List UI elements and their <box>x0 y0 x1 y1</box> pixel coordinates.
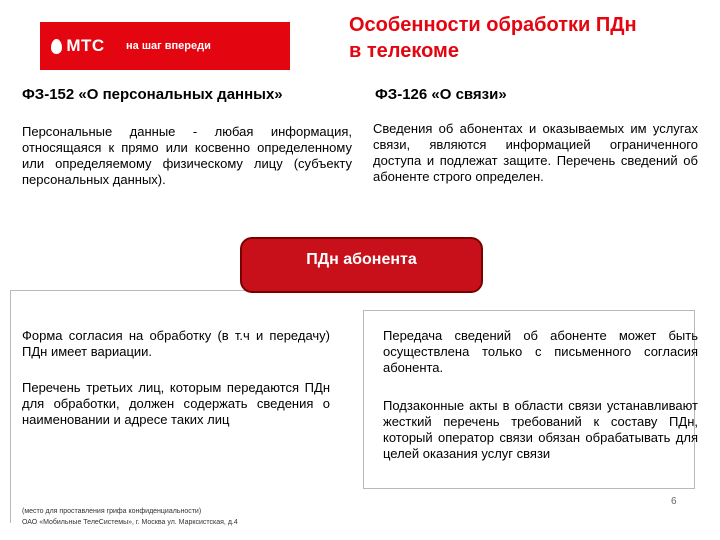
title-line-1: Особенности обработки ПДн <box>349 14 637 36</box>
subscriber-pd-box <box>240 237 483 293</box>
bottom-left-item-1: Форма согласия на обработку (в т.ч и передачу) ПДн имеет вариации. <box>22 328 330 359</box>
bottom-right-item-2: Подзаконные акты в области связи устанавливают жесткий перечень требований к составу ПДн, который оператор связи обязан обрабатывать для целей оказания услуг связи <box>383 398 698 461</box>
confidentiality-placeholder: (место для проставления грифа конфиденциальности) <box>22 508 202 515</box>
slide-title <box>349 12 709 64</box>
bottom-left-item-2: Перечень третьих лиц, которым передаются ПДн для обработки, должен содержать сведения о наименовании и адресе таких лиц <box>22 380 330 427</box>
logo-slogan: на шаг впереди <box>126 40 211 52</box>
right-heading: ФЗ-126 «О связи» <box>375 86 507 103</box>
left-definition-text: Персональные данные - любая информация, относящаяся к прямо или косвенно определенному или определяемому физическому лицу (субъекту персональных данных). <box>22 124 352 187</box>
mts-logo-badge <box>48 22 108 70</box>
title-line-2: в телекоме <box>349 40 459 62</box>
subscriber-pd-label: ПДн абонента <box>306 251 417 268</box>
left-heading: ФЗ-152 «О персональных данных» <box>22 86 283 103</box>
bottom-right-item-1: Передача сведений об абоненте может быть осуществлена только с письменного согласия абонента. <box>383 328 698 375</box>
page-number: 6 <box>671 496 677 507</box>
right-definition-text: Сведения об абонентах и оказываемых им услугах связи, являются информацией ограниченного доступа и подлежат защите. Перечень сведений об абоненте строго определен. <box>373 121 698 184</box>
footer-note <box>22 506 238 528</box>
mts-egg-icon <box>51 39 62 54</box>
logo-brand-text: МТС <box>66 36 105 55</box>
company-address: ОАО «Мобильные ТелеСистемы», г. Москва ул. Марксистская, д.4 <box>22 519 238 526</box>
mts-logo <box>40 22 290 70</box>
